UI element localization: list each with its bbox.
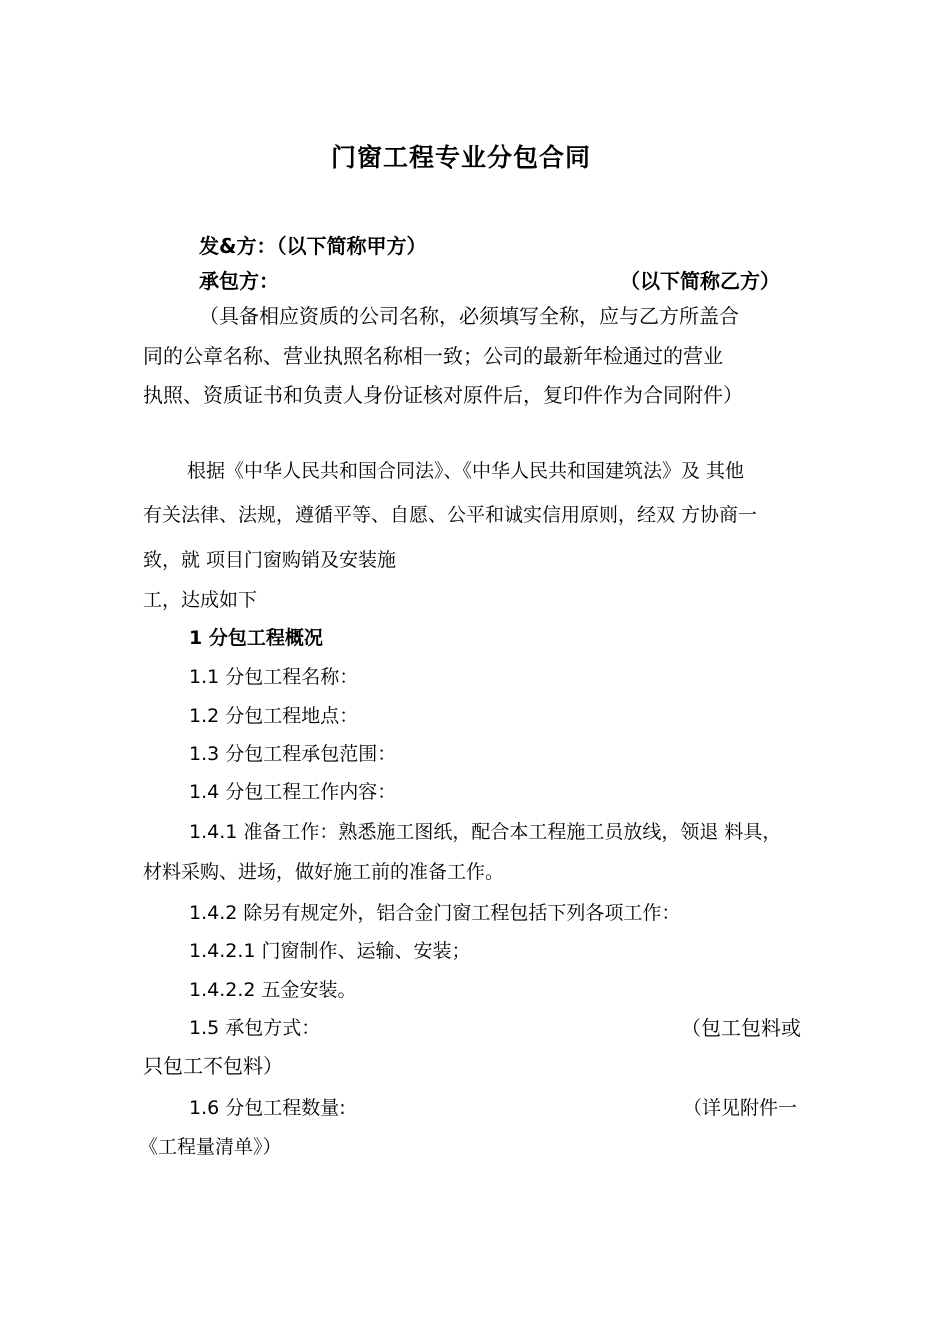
clause-1-1: 1.1 分包工程名称： [189,666,359,688]
basis-paragraph-line: 根据《中华人民共和国合同法》、《中华人民共和国建筑法》及 其他 [187,460,745,482]
clause-1-4-2-1: 1.4.2.1 门窗制作、运输、安装； [189,940,471,962]
party-b-label: 承包方： [199,269,279,293]
clause-1-6-label: 1.6 分包工程数量: [189,1097,346,1119]
basis-paragraph-line: 致，就 项目门窗购销及安装施 [143,549,397,571]
clause-1-2: 1.2 分包工程地点： [189,705,359,727]
clause-1-4-1-line: 材料采购、进场，做好施工前的准备工作。 [143,861,505,883]
clause-1-3: 1.3 分包工程承包范围： [189,743,397,765]
basis-paragraph-line: 工，达成如下 [143,589,258,611]
clause-1-5-note-continued: 只包工不包料） [143,1054,283,1078]
clause-1-4: 1.4 分包工程工作内容： [189,781,397,803]
document-title: 门窗工程专业分包合同 [331,143,592,172]
qualification-note-line: 同的公章名称、营业执照名称相一致；公司的最新年检通过的营业 [143,344,723,368]
clause-1-4-1-line: 1.4.1 准备工作：熟悉施工图纸，配合本工程施工员放线，领退 料具， [189,821,782,843]
section-1-heading: 1 分包工程概况 [189,627,323,649]
basis-paragraph-line: 有关法律、法规，遵循平等、自愿、公平和诚实信用原则，经双 方协商一 [143,504,758,526]
clause-1-4-2: 1.4.2 除另有规定外，铝合金门窗工程包括下列各项工作： [189,902,681,924]
clause-1-5-label: 1.5 承包方式： [189,1017,321,1039]
party-b-note: （以下简称乙方） [620,269,780,293]
qualification-note-line: （具备相应资质的公司名称，必须填写全称，应与乙方所盖合 [199,304,739,328]
clause-1-6-note: （详见附件一 [683,1097,798,1119]
clause-1-4-2-2: 1.4.2.2 五金安装。 [189,979,357,1001]
clause-1-5-note: （包工包料或 [681,1016,801,1040]
clause-1-6-note-continued: 《工程量清单》） [139,1136,282,1158]
party-a-line: 发&方：（以下简称甲方） [199,234,427,258]
qualification-note-line: 执照、资质证书和负责人身份证核对原件后，复印件作为合同附件） [143,383,743,407]
